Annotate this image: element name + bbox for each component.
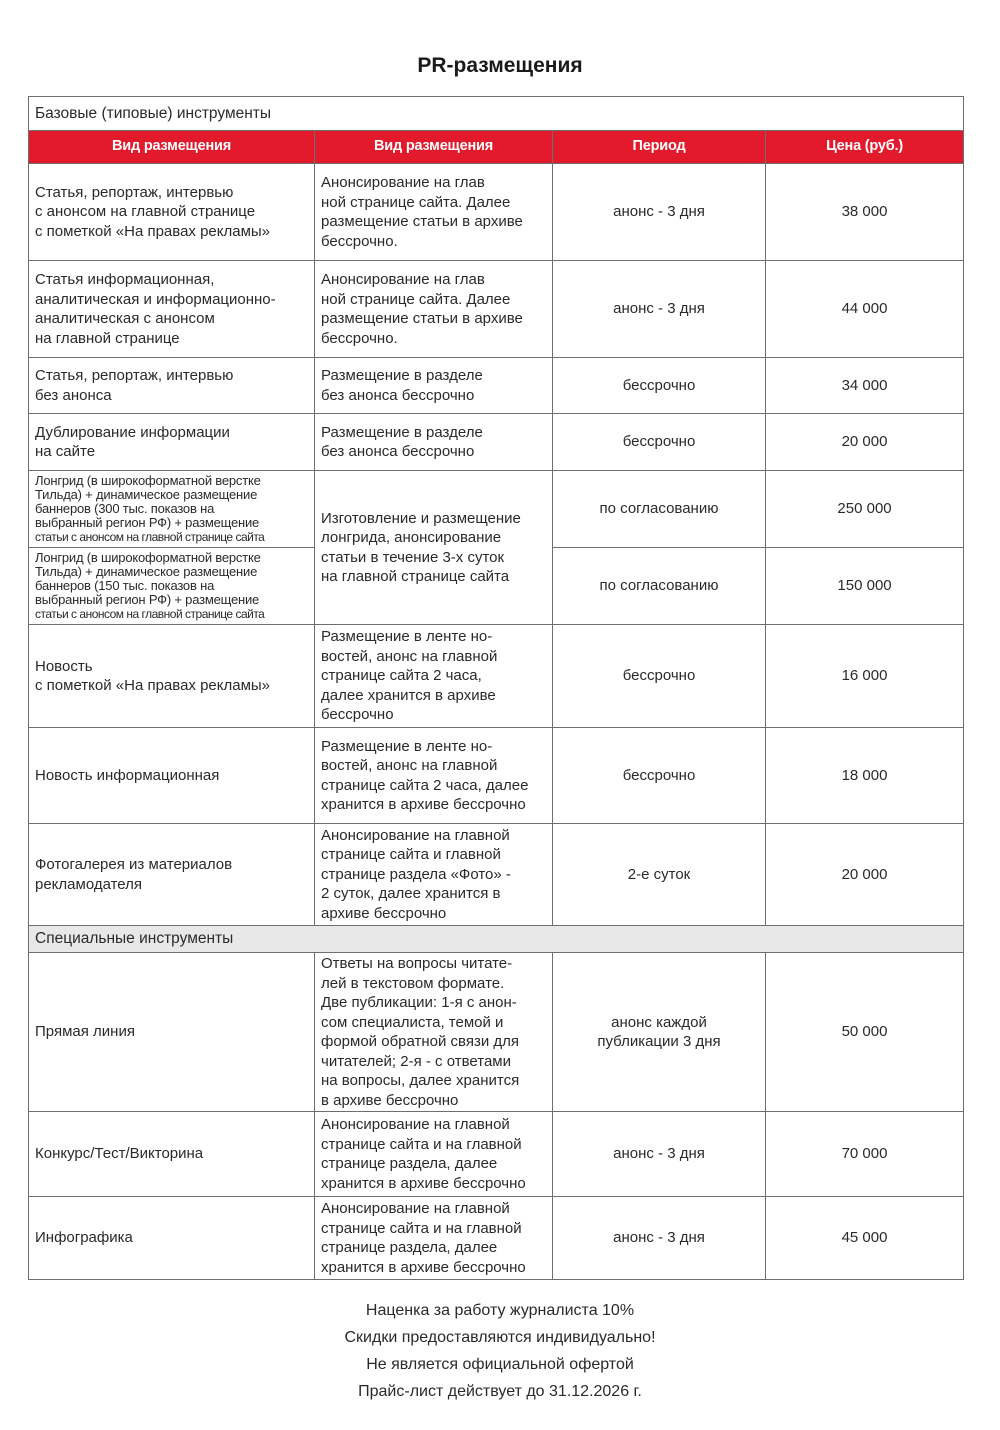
section-title: Базовые (типовые) инструменты	[29, 97, 964, 131]
cell-price: 44 000	[766, 261, 964, 358]
cell-description: Размещение в ленте но- востей, анонс на главной странице сайта 2 часа, далее хранится в архиве бессрочно	[315, 625, 553, 728]
cell-period: бессрочно	[553, 358, 766, 414]
cell-description: Размещение в разделе без анонса бессрочно	[315, 358, 553, 414]
column-header-type: Вид размещения	[29, 131, 315, 164]
cell-period: анонс каждой публикации 3 дня	[553, 953, 766, 1112]
cell-period: анонс - 3 дня	[553, 1112, 766, 1197]
cell-name: Новость с пометкой «На правах рекламы»	[29, 625, 315, 728]
table-header	[29, 131, 964, 164]
cell-price: 20 000	[766, 414, 964, 471]
cell-price: 150 000	[766, 548, 964, 625]
table-row	[29, 824, 964, 926]
cell-period: по согласованию	[553, 471, 766, 548]
cell-description: Анонсирование на глав ной странице сайта. Далее размещение статьи в архиве бессрочно.	[315, 261, 553, 358]
cell-description: Ответы на вопросы читате- лей в текстовом формате. Две публикации: 1-я с анон- сом специалиста, темой и формой обратной связи для читателей; 2-я - с ответами на вопросы, далее хранится в архиве бессрочно	[315, 953, 553, 1112]
page-title: PR-размещения	[417, 54, 583, 77]
cell-description: Размещение в ленте но- востей, анонс на главной странице сайта 2 часа, далее хранится в архиве бессрочно	[315, 728, 553, 824]
section-header-basic	[29, 97, 964, 131]
cell-name: Лонгрид (в широкоформатной верстке Тильда) + динамическое размещение баннеров (300 тыс. показов на выбранный регион РФ) + размещение статьи с анонсом на главной странице сайта	[29, 471, 315, 548]
cell-name: Дублирование информации на сайте	[29, 414, 315, 471]
column-header-type-detail: Вид размещения	[315, 131, 553, 164]
cell-description: Анонсирование на глав ной странице сайта. Далее размещение статьи в архиве бессрочно.	[315, 164, 553, 261]
table-row	[29, 625, 964, 728]
cell-price: 18 000	[766, 728, 964, 824]
cell-description: Анонсирование на главной странице сайта и на главной странице раздела, далее хранится в архиве бессрочно	[315, 1197, 553, 1280]
column-header-price: Цена (руб.)	[766, 131, 964, 164]
cell-name: Статья, репортаж, интервью с анонсом на главной странице с пометкой «На правах рекламы»	[29, 164, 315, 261]
footer-offer-note: Не является официальной офертой	[366, 1356, 634, 1373]
cell-name: Прямая линия	[29, 953, 315, 1112]
cell-name: Лонгрид (в широкоформатной верстке Тильда) + динамическое размещение баннеров (150 тыс. показов на выбранный регион РФ) + размещение статьи с анонсом на главной странице сайта	[29, 548, 315, 625]
footer-discount-note: Скидки предоставляются индивидуально!	[344, 1329, 656, 1346]
cell-price: 34 000	[766, 358, 964, 414]
table-row	[29, 414, 964, 471]
section-title: Специальные инструменты	[29, 926, 964, 953]
price-table	[28, 96, 964, 1280]
cell-name: Конкурс/Тест/Викторина	[29, 1112, 315, 1197]
table-row	[29, 728, 964, 824]
table-row	[29, 1197, 964, 1280]
cell-description: Анонсирование на главной странице сайта и главной странице раздела «Фото» - 2 суток, далее хранится в архиве бессрочно	[315, 824, 553, 926]
cell-price: 250 000	[766, 471, 964, 548]
cell-period: 2-е суток	[553, 824, 766, 926]
cell-name: Статья, репортаж, интервью без анонса	[29, 358, 315, 414]
table-row	[29, 1112, 964, 1197]
cell-description: Изготовление и размещение лонгрида, анонсирование статьи в течение 3-х суток на главной странице сайта	[315, 471, 553, 625]
cell-period: бессрочно	[553, 728, 766, 824]
table-row	[29, 953, 964, 1112]
table-row	[29, 164, 964, 261]
cell-period: анонс - 3 дня	[553, 1197, 766, 1280]
cell-period: по согласованию	[553, 548, 766, 625]
cell-name: Фотогалерея из материалов рекламодателя	[29, 824, 315, 926]
cell-price: 50 000	[766, 953, 964, 1112]
column-header-period: Период	[553, 131, 766, 164]
cell-name: Статья информационная, аналитическая и информационно- аналитическая с анонсом на главной странице	[29, 261, 315, 358]
cell-description: Анонсирование на главной странице сайта и на главной странице раздела, далее хранится в архиве бессрочно	[315, 1112, 553, 1197]
table-row	[29, 471, 964, 548]
cell-period: анонс - 3 дня	[553, 164, 766, 261]
cell-period: бессрочно	[553, 625, 766, 728]
footer-notes	[0, 1297, 1000, 1405]
table-row	[29, 261, 964, 358]
cell-name: Инфографика	[29, 1197, 315, 1280]
cell-price: 45 000	[766, 1197, 964, 1280]
cell-price: 38 000	[766, 164, 964, 261]
table-row	[29, 358, 964, 414]
cell-name: Новость информационная	[29, 728, 315, 824]
cell-price: 70 000	[766, 1112, 964, 1197]
cell-period: бессрочно	[553, 414, 766, 471]
cell-price: 20 000	[766, 824, 964, 926]
cell-period: анонс - 3 дня	[553, 261, 766, 358]
footer-validity-note: Прайс-лист действует до 31.12.2026 г.	[358, 1383, 642, 1400]
cell-description: Размещение в разделе без анонса бессрочно	[315, 414, 553, 471]
section-header-special	[29, 926, 964, 953]
footer-markup-note: Наценка за работу журналиста 10%	[365, 1302, 635, 1319]
cell-price: 16 000	[766, 625, 964, 728]
